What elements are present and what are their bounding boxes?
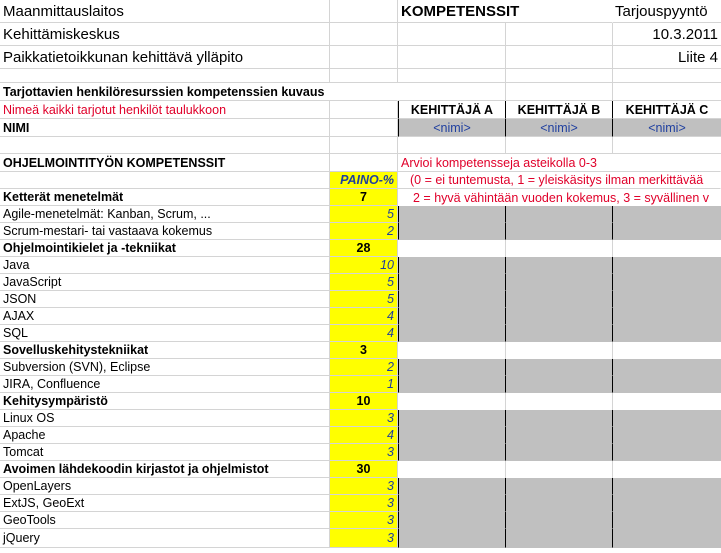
project-name: Paikkatietoikkunan kehittävä ylläpito bbox=[3, 48, 244, 66]
header-row-3 bbox=[0, 46, 721, 69]
competency-row bbox=[0, 512, 721, 529]
competency-label-cell[interactable] bbox=[0, 342, 330, 359]
weight-cell[interactable] bbox=[330, 189, 398, 206]
developer-b-score-cell[interactable] bbox=[506, 410, 613, 427]
competency-group-row bbox=[0, 393, 721, 410]
weight-value: 3 bbox=[387, 411, 394, 425]
weight-cell[interactable] bbox=[330, 461, 398, 478]
developer-c-score-cell[interactable] bbox=[613, 291, 721, 308]
weight-cell[interactable] bbox=[330, 308, 398, 325]
developer-b-score-cell[interactable] bbox=[506, 427, 613, 444]
competency-group-row bbox=[0, 240, 721, 257]
empty-cell[interactable] bbox=[0, 172, 330, 189]
empty-cell[interactable] bbox=[506, 137, 613, 154]
empty-cell[interactable] bbox=[506, 83, 613, 101]
competency-label-cell[interactable] bbox=[0, 512, 330, 529]
developer-b-score-cell[interactable] bbox=[506, 529, 613, 548]
developer-c-label: KEHITTÄJÄ C bbox=[625, 102, 709, 117]
competency-label: GeoTools bbox=[3, 513, 56, 527]
developer-b-score-cell[interactable] bbox=[506, 274, 613, 291]
weight-cell[interactable] bbox=[330, 376, 398, 393]
empty-cell[interactable] bbox=[398, 83, 506, 101]
developer-b-score-cell[interactable] bbox=[506, 240, 613, 257]
empty-cell[interactable] bbox=[330, 119, 398, 137]
developer-c-score-cell[interactable] bbox=[613, 376, 721, 393]
competency-row bbox=[0, 529, 721, 548]
weight-header-cell[interactable] bbox=[330, 172, 398, 189]
competency-label: Tomcat bbox=[3, 445, 44, 459]
developer-a-header[interactable] bbox=[398, 101, 506, 119]
competency-label-cell[interactable] bbox=[0, 529, 330, 548]
org-cell[interactable] bbox=[0, 0, 330, 23]
empty-cell[interactable] bbox=[330, 69, 398, 83]
competency-label-cell[interactable] bbox=[0, 223, 330, 240]
developer-a-score-cell[interactable] bbox=[398, 444, 506, 461]
developer-c-score-cell[interactable] bbox=[613, 444, 721, 461]
competency-label: JavaScript bbox=[3, 275, 62, 289]
name-label-cell[interactable] bbox=[0, 119, 330, 137]
name-placeholder: <nimi> bbox=[433, 120, 471, 135]
header-row-1 bbox=[0, 0, 721, 23]
competency-label-cell[interactable] bbox=[0, 410, 330, 427]
weight-value: 4 bbox=[387, 309, 394, 323]
weight-cell[interactable] bbox=[330, 291, 398, 308]
weight-cell[interactable] bbox=[330, 274, 398, 291]
competency-label: SQL bbox=[3, 326, 29, 340]
weight-cell[interactable] bbox=[330, 393, 398, 410]
developer-a-score-cell[interactable] bbox=[398, 223, 506, 240]
developer-a-score-cell[interactable] bbox=[398, 478, 506, 495]
date-cell[interactable] bbox=[613, 23, 721, 46]
competency-row bbox=[0, 478, 721, 495]
developer-a-label: KEHITTÄJÄ A bbox=[410, 102, 494, 117]
instruction-text: Nimeä kaikki tarjotut henkilöt taulukkoon bbox=[3, 102, 227, 117]
competency-label-cell[interactable] bbox=[0, 393, 330, 410]
weight-cell[interactable] bbox=[330, 410, 398, 427]
empty-cell[interactable] bbox=[506, 23, 613, 46]
group-label: Ohjelmointikielet ja -tekniikat bbox=[3, 241, 176, 255]
competency-label-cell[interactable] bbox=[0, 444, 330, 461]
blank-row bbox=[0, 69, 721, 83]
competency-label: Subversion (SVN), Eclipse bbox=[3, 360, 151, 374]
weight-value: 5 bbox=[387, 292, 394, 306]
blank-row bbox=[0, 137, 721, 154]
weight-cell[interactable] bbox=[330, 257, 398, 274]
weight-cell[interactable] bbox=[330, 240, 398, 257]
developer-a-score-cell[interactable] bbox=[398, 427, 506, 444]
developer-c-score-cell[interactable] bbox=[613, 461, 721, 478]
date-value: 10.3.2011 bbox=[652, 25, 718, 43]
scale-line-2-cell[interactable] bbox=[398, 189, 721, 206]
developer-c-score-cell[interactable] bbox=[613, 512, 721, 529]
weight-value: 2 bbox=[387, 360, 394, 374]
weight-value: 3 bbox=[387, 479, 394, 493]
competency-row bbox=[0, 291, 721, 308]
developer-b-header[interactable] bbox=[506, 101, 613, 119]
weight-cell[interactable] bbox=[330, 359, 398, 376]
weight-value: 3 bbox=[387, 496, 394, 510]
competency-label: AJAX bbox=[3, 309, 35, 323]
weight-value: 3 bbox=[360, 343, 367, 357]
competency-label-cell[interactable] bbox=[0, 257, 330, 274]
unit-cell[interactable] bbox=[0, 23, 330, 46]
header-row-2 bbox=[0, 23, 721, 46]
competency-group-row bbox=[0, 461, 721, 478]
rate-note: Arvioi kompetensseja asteikolla 0-3 bbox=[401, 155, 597, 170]
competency-group-row bbox=[0, 189, 721, 206]
developers-row bbox=[0, 101, 721, 119]
developer-c-score-cell[interactable] bbox=[613, 274, 721, 291]
weight-value: 4 bbox=[387, 326, 394, 340]
developer-b-score-cell[interactable] bbox=[506, 342, 613, 359]
appendix-value: Liite 4 bbox=[677, 48, 718, 66]
developer-a-score-cell[interactable] bbox=[398, 257, 506, 274]
sheet-title: KOMPETENSSIT bbox=[401, 2, 520, 20]
competency-label: JIRA, Confluence bbox=[3, 377, 101, 391]
developer-a-score-cell[interactable] bbox=[398, 393, 506, 410]
developer-a-score-cell[interactable] bbox=[398, 325, 506, 342]
developer-c-score-cell[interactable] bbox=[613, 206, 721, 223]
competency-label: jQuery bbox=[3, 531, 40, 545]
intro-heading-row bbox=[0, 83, 721, 101]
empty-cell[interactable] bbox=[613, 83, 721, 101]
weight-cell[interactable] bbox=[330, 342, 398, 359]
developer-b-score-cell[interactable] bbox=[506, 376, 613, 393]
developer-a-score-cell[interactable] bbox=[398, 342, 506, 359]
developer-c-score-cell[interactable] bbox=[613, 240, 721, 257]
competency-label-cell[interactable] bbox=[0, 206, 330, 223]
name-placeholder: <nimi> bbox=[648, 120, 686, 135]
developer-b-score-cell[interactable] bbox=[506, 393, 613, 410]
developer-c-score-cell[interactable] bbox=[613, 410, 721, 427]
empty-cell[interactable] bbox=[330, 137, 398, 154]
competency-label: OpenLayers bbox=[3, 479, 72, 493]
competency-row bbox=[0, 444, 721, 461]
weight-value: 28 bbox=[356, 241, 371, 255]
weight-cell[interactable] bbox=[330, 325, 398, 342]
competency-label-cell[interactable] bbox=[0, 291, 330, 308]
weight-cell[interactable] bbox=[330, 495, 398, 512]
empty-cell[interactable] bbox=[330, 46, 398, 69]
competency-label: Agile-menetelmät: Kanban, Scrum, ... bbox=[3, 207, 211, 221]
weight-value: 5 bbox=[387, 275, 394, 289]
weight-value: 5 bbox=[387, 207, 394, 221]
developer-a-score-cell[interactable] bbox=[398, 376, 506, 393]
empty-cell[interactable] bbox=[613, 69, 721, 83]
intro-heading-cell[interactable] bbox=[0, 83, 398, 101]
developer-c-header[interactable] bbox=[613, 101, 721, 119]
name-label: NIMI bbox=[3, 120, 30, 135]
weight-header: PAINO-% bbox=[340, 173, 394, 187]
developer-b-score-cell[interactable] bbox=[506, 223, 613, 240]
developer-a-score-cell[interactable] bbox=[398, 461, 506, 478]
competency-row bbox=[0, 206, 721, 223]
empty-cell[interactable] bbox=[330, 101, 398, 119]
competency-row bbox=[0, 274, 721, 291]
group-label: Avoimen lähdekoodin kirjastot ja ohjelmistot bbox=[3, 462, 269, 476]
developer-a-score-cell[interactable] bbox=[398, 240, 506, 257]
doc-type: Tarjouspyyntö bbox=[615, 2, 708, 20]
competency-label-cell[interactable] bbox=[0, 325, 330, 342]
competency-row bbox=[0, 410, 721, 427]
weight-header-row bbox=[0, 172, 721, 189]
weight-value: 7 bbox=[360, 190, 367, 204]
competency-label: ExtJS, GeoExt bbox=[3, 496, 85, 510]
developer-a-score-cell[interactable] bbox=[398, 495, 506, 512]
competency-label-cell[interactable] bbox=[0, 427, 330, 444]
empty-cell[interactable] bbox=[506, 46, 613, 69]
competency-label: Scrum-mestari- tai vastaava kokemus bbox=[3, 224, 213, 238]
section-title: OHJELMOINTITYÖN KOMPETENSSIT bbox=[3, 155, 226, 170]
weight-value: 4 bbox=[387, 428, 394, 442]
org-name: Maanmittauslaitos bbox=[3, 2, 124, 20]
competency-label-cell[interactable] bbox=[0, 189, 330, 206]
section-title-row bbox=[0, 154, 721, 172]
group-label: Ketterät menetelmät bbox=[3, 190, 124, 204]
developer-c-score-cell[interactable] bbox=[613, 529, 721, 548]
weight-cell[interactable] bbox=[330, 529, 398, 548]
weight-cell[interactable] bbox=[330, 444, 398, 461]
developer-a-score-cell[interactable] bbox=[398, 291, 506, 308]
competency-row bbox=[0, 325, 721, 342]
empty-cell[interactable] bbox=[506, 69, 613, 83]
developer-a-score-cell[interactable] bbox=[398, 512, 506, 529]
developer-c-score-cell[interactable] bbox=[613, 342, 721, 359]
competency-row bbox=[0, 223, 721, 240]
empty-cell[interactable] bbox=[398, 137, 506, 154]
empty-cell[interactable] bbox=[330, 23, 398, 46]
developer-a-score-cell[interactable] bbox=[398, 410, 506, 427]
developer-c-score-cell[interactable] bbox=[613, 495, 721, 512]
weight-cell[interactable] bbox=[330, 427, 398, 444]
developer-a-score-cell[interactable] bbox=[398, 359, 506, 376]
section-title-cell[interactable] bbox=[0, 154, 330, 172]
weight-value: 1 bbox=[387, 377, 394, 391]
weight-cell[interactable] bbox=[330, 206, 398, 223]
competency-row bbox=[0, 376, 721, 393]
competency-row bbox=[0, 359, 721, 376]
developer-a-score-cell[interactable] bbox=[398, 308, 506, 325]
developer-b-score-cell[interactable] bbox=[506, 291, 613, 308]
competency-group-row bbox=[0, 342, 721, 359]
developer-c-name-input[interactable] bbox=[613, 119, 721, 137]
developer-c-score-cell[interactable] bbox=[613, 393, 721, 410]
developer-a-score-cell[interactable] bbox=[398, 206, 506, 223]
weight-value: 3 bbox=[387, 445, 394, 459]
empty-cell[interactable] bbox=[613, 137, 721, 154]
empty-cell[interactable] bbox=[398, 23, 506, 46]
developer-b-score-cell[interactable] bbox=[506, 308, 613, 325]
weight-value: 3 bbox=[387, 513, 394, 527]
title-cell[interactable] bbox=[398, 0, 613, 23]
competency-label-cell[interactable] bbox=[0, 461, 330, 478]
weight-cell[interactable] bbox=[330, 223, 398, 240]
instruction-cell[interactable] bbox=[0, 101, 330, 119]
empty-cell[interactable] bbox=[330, 0, 398, 23]
empty-cell[interactable] bbox=[398, 46, 506, 69]
weight-cell[interactable] bbox=[330, 478, 398, 495]
competency-label-cell[interactable] bbox=[0, 478, 330, 495]
group-label: Kehitysympäristö bbox=[3, 394, 108, 408]
competency-row bbox=[0, 427, 721, 444]
developer-a-score-cell[interactable] bbox=[398, 529, 506, 548]
competency-label: Apache bbox=[3, 428, 46, 442]
developer-c-score-cell[interactable] bbox=[613, 308, 721, 325]
appendix-cell[interactable] bbox=[613, 46, 721, 69]
competency-label: JSON bbox=[3, 292, 37, 306]
developer-b-score-cell[interactable] bbox=[506, 495, 613, 512]
competency-label-cell[interactable] bbox=[0, 376, 330, 393]
weight-value: 10 bbox=[356, 394, 371, 408]
developer-c-score-cell[interactable] bbox=[613, 257, 721, 274]
project-cell[interactable] bbox=[0, 46, 330, 69]
weight-value: 3 bbox=[387, 531, 394, 545]
developer-b-score-cell[interactable] bbox=[506, 359, 613, 376]
developer-b-score-cell[interactable] bbox=[506, 257, 613, 274]
competency-label-cell[interactable] bbox=[0, 274, 330, 291]
scale-line-1: (0 = ei tuntemusta, 1 = yleiskäsitys ilman merkittävää bbox=[410, 173, 704, 187]
developer-b-score-cell[interactable] bbox=[506, 478, 613, 495]
developer-b-label: KEHITTÄJÄ B bbox=[517, 102, 601, 117]
unit-name: Kehittämiskeskus bbox=[3, 25, 120, 43]
scale-line-2: 2 = hyvä vähintään vuoden kokemus, 3 = syvällinen v bbox=[413, 190, 710, 205]
scale-line-1-cell[interactable] bbox=[398, 172, 721, 189]
empty-cell[interactable] bbox=[330, 154, 398, 172]
name-row bbox=[0, 119, 721, 137]
empty-cell[interactable] bbox=[398, 69, 506, 83]
empty-cell[interactable] bbox=[0, 69, 330, 83]
developer-b-score-cell[interactable] bbox=[506, 206, 613, 223]
empty-cell[interactable] bbox=[0, 137, 330, 154]
competency-label: Java bbox=[3, 258, 30, 272]
competency-label-cell[interactable] bbox=[0, 359, 330, 376]
group-label: Sovelluskehitystekniikat bbox=[3, 343, 149, 357]
developer-c-score-cell[interactable] bbox=[613, 478, 721, 495]
competency-label-cell[interactable] bbox=[0, 240, 330, 257]
doc-type-cell[interactable] bbox=[613, 0, 721, 23]
developer-b-score-cell[interactable] bbox=[506, 444, 613, 461]
weight-value: 2 bbox=[387, 224, 394, 238]
developer-a-name-input[interactable] bbox=[398, 119, 506, 137]
developer-b-score-cell[interactable] bbox=[506, 461, 613, 478]
competency-row bbox=[0, 495, 721, 512]
competency-label-cell[interactable] bbox=[0, 495, 330, 512]
name-placeholder: <nimi> bbox=[540, 120, 578, 135]
intro-heading: Tarjottavien henkilöresurssien kompetenssien kuvaus bbox=[3, 84, 325, 99]
weight-cell[interactable] bbox=[330, 512, 398, 529]
weight-value: 10 bbox=[380, 258, 394, 272]
rate-note-cell[interactable] bbox=[398, 154, 721, 172]
developer-c-score-cell[interactable] bbox=[613, 325, 721, 342]
developer-c-score-cell[interactable] bbox=[613, 359, 721, 376]
developer-a-score-cell[interactable] bbox=[398, 274, 506, 291]
developer-b-name-input[interactable] bbox=[506, 119, 613, 137]
competency-row bbox=[0, 308, 721, 325]
developer-c-score-cell[interactable] bbox=[613, 427, 721, 444]
weight-value: 30 bbox=[356, 462, 371, 476]
developer-c-score-cell[interactable] bbox=[613, 223, 721, 240]
competency-row bbox=[0, 257, 721, 274]
competency-label: Linux OS bbox=[3, 411, 55, 425]
competency-label-cell[interactable] bbox=[0, 308, 330, 325]
developer-b-score-cell[interactable] bbox=[506, 325, 613, 342]
developer-b-score-cell[interactable] bbox=[506, 512, 613, 529]
